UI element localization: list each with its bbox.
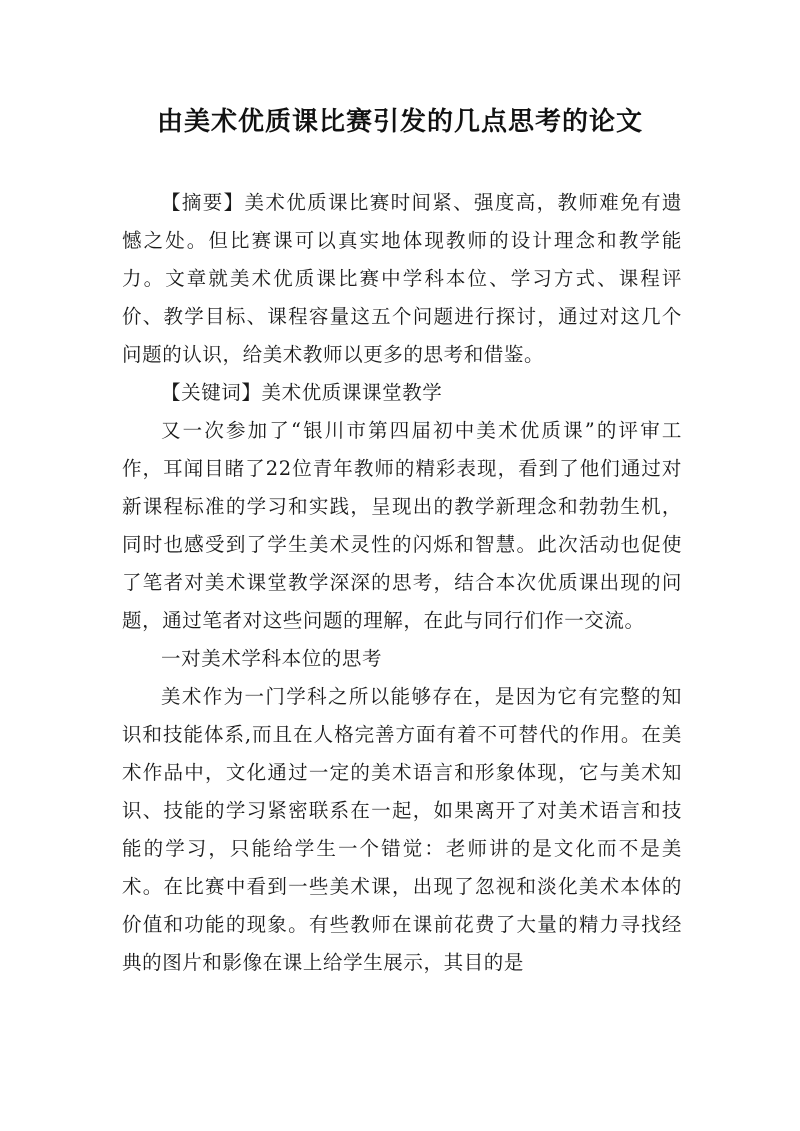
document-body (122, 184, 682, 982)
keywords-paragraph: 【关键词】美术优质课课堂教学 (161, 381, 443, 404)
intro-paragraph: 又一次参加了“银川市第四届初中美术优质课”的评审工作，耳闻目睹了22位青年教师的精彩表现，看到了他们通过对新课程标准的学习和实践，呈现出的教学新理念和勃勃生机，同时也感受到了学生美术灵性的闪烁和智慧。此次活动也促使了笔者对美术课堂教学深深的思考，结合本次优质课出现的问题，通过笔者对这些问题的理解，在此与同行们作一交流。 (122, 419, 682, 632)
section-paragraph: 美术作为一门学科之所以能够存在，是因为它有完整的知识和技能体系,而且在人格完善方面有着不可替代的作用。在美术作品中，文化通过一定的美术语言和形象体现，它与美术知识、技能的学习紧密联系在一起，如果离开了对美术语言和技能的学习，只能给学生一个错觉：老师讲的是文化而不是美术。在比赛中看到一些美术课，出现了忽视和淡化美术本体的价值和功能的现象。有些教师在课前花费了大量的精力寻找经典的图片和影像在课上给学生展示，其目的是 (122, 685, 682, 974)
section-heading: 一对美术学科本位的思考 (161, 647, 383, 670)
abstract-paragraph: 【摘要】美术优质课比赛时间紧、强度高，教师难免有遗憾之处。但比赛课可以真实地体现教师的设计理念和教学能力。文章就美术优质课比赛中学科本位、学习方式、课程评价、教学目标、课程容量这五个问题进行探讨，通过对这几个问题的认识，给美术教师以更多的思考和借鉴。 (122, 191, 682, 366)
document-title: 由美术优质课比赛引发的几点思考的论文 (156, 107, 643, 137)
